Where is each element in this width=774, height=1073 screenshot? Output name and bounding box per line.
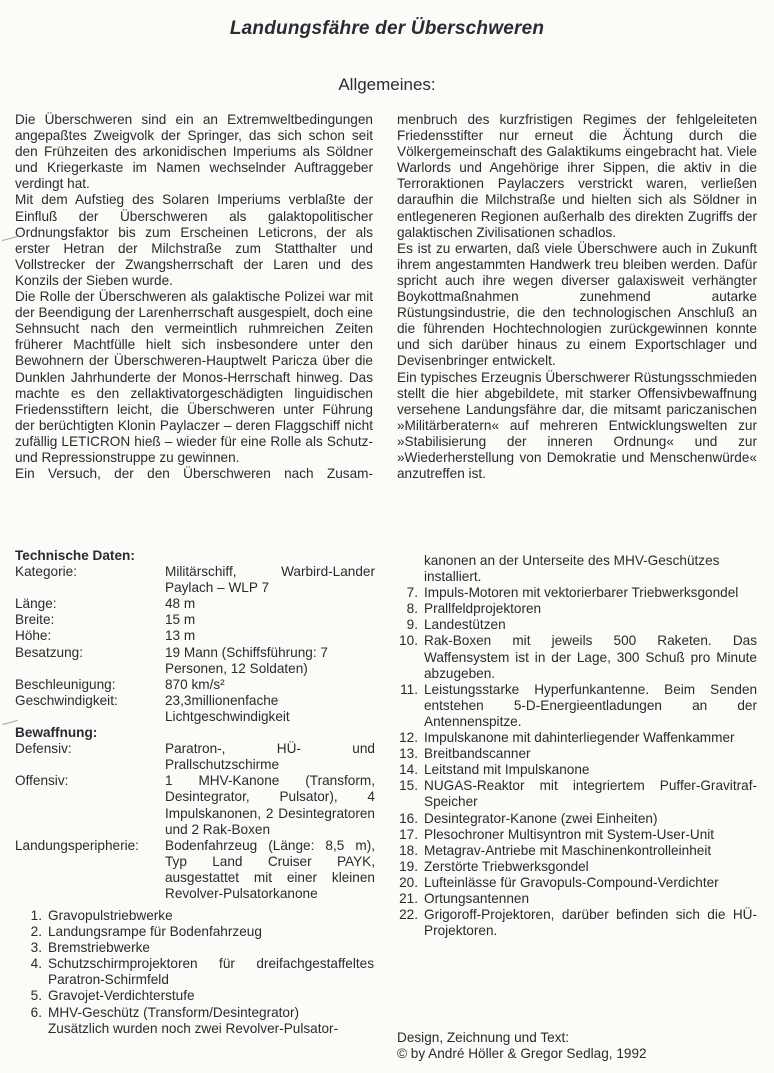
spec-row	[15, 596, 375, 612]
part-text: Grigoroff-Projektoren, darüber befinden sich die HÜ-Projektoren.	[424, 907, 757, 939]
part-number: 8.	[406, 601, 418, 617]
part-item	[392, 762, 757, 778]
part-number: 2.	[30, 924, 42, 940]
part-text: Gravojet-Verdichterstufe	[48, 988, 195, 1004]
spec-value: 13 m	[165, 628, 196, 644]
part-text: Leitstand mit Impulskanone	[424, 762, 590, 778]
part-item	[392, 859, 757, 875]
part-item	[392, 617, 757, 633]
part-item	[392, 601, 757, 617]
spec-label: Höhe:	[15, 628, 52, 644]
spec-row	[15, 628, 375, 644]
part-text: Plesochroner Multisyntron mit System-User-Unit	[424, 826, 715, 842]
part-item	[392, 827, 757, 843]
part-number: 4.	[30, 956, 42, 972]
part-number: 6.	[30, 1004, 42, 1020]
part-item	[392, 843, 757, 859]
part-number: 21.	[399, 890, 418, 906]
spec-row	[15, 564, 375, 596]
part-item	[392, 778, 757, 810]
part-text: Metagrav-Antriebe mit Maschinenkontrolleinheit	[424, 842, 712, 858]
part-item	[392, 811, 757, 827]
paragraph: Ein typisches Erzeugnis Überschwerer Rüstungsschmieden stellt die hier abgebildete, mit starker Offensivbewaffnung versehene Landungsfähre dar, die mitsamt pariczanischen »Militärberatern« auf mehreren Entwicklungswelten zur »Stabilisierung der inneren Ordnung« und zur »Wiederherstellung von Demokratie und Menschenwürde« anzutreffen ist.	[397, 369, 757, 482]
part-number: 12.	[399, 730, 418, 746]
armament-label: Defensiv:	[15, 741, 72, 757]
spec-label: Geschwindigkeit:	[15, 692, 118, 708]
credits	[397, 1030, 757, 1062]
credits-line: Design, Zeichnung und Text:	[397, 1030, 570, 1045]
part-number: 14.	[399, 762, 418, 778]
spec-value: 48 m	[165, 596, 196, 612]
part-item	[392, 746, 757, 762]
part-item	[392, 682, 757, 730]
part-6-note-start: Zusätzlich wurden noch zwei Revolver-Pulsator-	[48, 1020, 339, 1036]
armament-heading: Bewaffnung:	[15, 725, 98, 741]
part-item	[16, 956, 374, 988]
part-number: 9.	[406, 617, 418, 633]
part-text: Breitbandscanner	[424, 746, 531, 762]
spec-label: Kategorie:	[15, 564, 77, 580]
part-number: 1.	[30, 908, 42, 923]
part-number: 11.	[400, 681, 418, 697]
part-text: Bremstriebwerke	[48, 940, 150, 956]
part-number: 5.	[30, 988, 42, 1004]
part-text: Impulskanone mit dahinterliegender Waffenkammer	[424, 730, 735, 746]
part-item	[392, 585, 757, 601]
part-item	[16, 1005, 374, 1021]
part-text: Landungsrampe für Bodenfahrzeug	[48, 924, 262, 940]
spec-value: 870 km/s²	[165, 676, 225, 692]
armament-label: Offensiv:	[15, 773, 69, 789]
general-text-left-column	[15, 112, 373, 482]
part-item	[392, 730, 757, 746]
spec-value: 15 m	[165, 612, 196, 628]
paragraph: Es ist zu erwarten, daß viele Überschwere auch in Zukunft ihrem angestammten Handwerk treu bleiben werden. Dafür spricht auch ihre wegen diverser galaxisweit verhängter Boykottmaßnahmen zunehmend autarke Rüstungsindustrie, die den technologischen Anschluß an die führenden Hochtechnologien zurückgewinnen konnte und sich darüber hinaus zu einem Exportschlager und Devisenbringer entwickelt.	[397, 240, 757, 369]
part-number: 7.	[406, 585, 418, 601]
part-item	[392, 907, 757, 939]
armament-value: Paratron-, HÜ- und Prallschutzschirme	[165, 741, 375, 773]
technical-data-heading: Technische Daten:	[15, 548, 135, 563]
paragraph: Ein Versuch, der den Überschweren nach Zusam-	[15, 466, 373, 482]
paragraph: Die Überschweren sind ein an Extremweltbedingungen angepaßtes Zweigvolk der Springer, das sich schon seit den Frühzeiten des arkonidischen Imperiums als Söldner und Kriegerkaste im Namen wechselnder Auftraggeber verdingt hat.	[15, 112, 373, 192]
armament-value: Bodenfahrzeug (Länge: 8,5 m), Typ Land Cruiser PAYK, ausgestattet mit einer kleinen Revolver-Pulsatorkanone	[165, 837, 375, 901]
part-number: 19.	[399, 858, 418, 874]
paragraph: Die Rolle der Überschweren als galaktische Polizei war mit der Beendigung der Larenherrschaft ausgespielt, doch eine Sehnsucht nach den vermeintlich ruhmreichen Zeiten früherer Machtfülle hielt sich insbesondere unter den Bewohnern der Überschweren-Hauptwelt Paricza über die Dunklen Jahrhunderte der Monos-Herrschaft hinweg. Das machte es den zellaktivatorgeschädigten linguidischen Friedensstiftern leicht, die Überschweren unter Führung der berüchtigten Klonin Paylaczer – deren Flaggschiff nicht zufällig LETICRON hieß – wieder für eine Rolle als Schutz- und Repressionstruppe zu gewinnen.	[15, 289, 373, 465]
spec-row	[15, 645, 375, 677]
part-text: Impuls-Motoren mit vektorierbarer Triebwerksgondel	[424, 585, 739, 601]
parts-list-left	[16, 908, 374, 1037]
armament-label: Landungsperipherie:	[15, 837, 139, 853]
armament-row	[15, 741, 375, 773]
part-item	[16, 924, 374, 940]
part-item	[16, 940, 374, 956]
part-text: Desintegrator-Kanone (zwei Einheiten)	[424, 810, 658, 826]
part-text: Leistungsstarke Hyperfunkantenne. Beim Senden entstehen 5-D-Energieentladungen an der Antennenspitze.	[424, 681, 757, 729]
armament-row	[15, 773, 375, 837]
section-heading-general: Allgemeines:	[338, 75, 436, 94]
part-text: Lufteinlässe für Gravopuls-Compound-Verdichter	[424, 874, 719, 890]
part-text: Ortungsantennen	[424, 890, 530, 906]
part-number: 3.	[30, 940, 42, 956]
part-item	[392, 875, 757, 891]
spec-value: 19 Mann (Schiffsführung: 7 Personen, 12 Soldaten)	[165, 644, 328, 676]
part-number: 15.	[399, 778, 418, 794]
part-number: 13.	[399, 746, 418, 762]
spec-row	[15, 693, 375, 725]
part-number: 16.	[399, 810, 418, 826]
part-text: Landestützen	[424, 617, 506, 633]
armament-row	[15, 838, 375, 902]
paragraph: menbruch des kurzfristigen Regimes der fehlgeleiteten Friedensstifter nur erneut die Ächtung durch die Völkergemeinschaft des Galaktikums eingebracht hat. Viele Warlords und Angehörige ihrer Sippen, die aktiv in die Terroraktionen Paylaczers verstrickt waren, verließen daraufhin die Milchstraße und hielten sich als Söldner in entlegeneren Regionen außerhalb des direkten Zugriffs der galaktischen Zivilisationen schadlos.	[397, 112, 757, 240]
part-item	[392, 633, 757, 681]
part-number: 22.	[399, 907, 418, 923]
part-number: 20.	[399, 874, 418, 890]
part-number: 10.	[399, 633, 418, 649]
spec-label: Breite:	[15, 612, 55, 628]
part-text: Prallfeldprojektoren	[424, 601, 542, 617]
part-6-note-end: kanonen an der Unterseite des MHV-Geschützes installiert.	[424, 553, 720, 585]
spec-value: Militärschiff, Warbird-Lander Paylach – WLP 7	[165, 564, 375, 596]
spec-label: Besatzung:	[15, 644, 84, 660]
copyright-line: © by André Höller & Gregor Sedlag, 1992	[397, 1046, 647, 1062]
technical-data	[15, 548, 375, 902]
part-item	[16, 908, 374, 924]
spec-label: Beschleunigung:	[15, 676, 116, 692]
spec-row	[15, 677, 375, 693]
spec-row	[15, 612, 375, 628]
armament-value: 1 MHV-Kanone (Transform, Desintegrator, Pulsator), 4 Impulskanonen, 2 Desintegratoren und 2 Rak-Boxen	[165, 773, 375, 837]
paragraph: Mit dem Aufstieg des Solaren Imperiums verblaßte der Einfluß der Überschweren als galaktopolitischer Ordnungsfaktor bis zum Erscheinen Leticrons, der als erster Hetran der Milchstraße zum Statthalter und Vollstrecker der Zwangsherrschaft der Laren und des Konzils der Sieben wurde.	[15, 192, 373, 288]
document-title: Landungsfähre der Überschweren	[229, 18, 545, 39]
part-text: Rak-Boxen mit jeweils 500 Raketen. Das Waffensystem ist in der Lage, 300 Schuß pro Minute abzugeben.	[424, 633, 757, 681]
parts-list-right	[392, 553, 757, 939]
part-item	[392, 891, 757, 907]
spec-label: Länge:	[15, 596, 57, 612]
part-text: Gravopulstriebwerke	[48, 908, 173, 923]
part-text: NUGAS-Reaktor mit integriertem Puffer-Gravitraf-Speicher	[424, 778, 757, 810]
part-number: 17.	[399, 826, 418, 842]
part-number: 18.	[399, 842, 418, 858]
part-text: MHV-Geschütz (Transform/Desintegrator)	[48, 1004, 300, 1020]
spec-value: 23,3millionenfache Lichtgeschwindigkeit	[165, 692, 290, 724]
part-text: Zerstörte Triebwerksgondel	[424, 858, 589, 874]
part-text: Schutzschirmprojektoren für dreifachgestaffeltes Paratron-Schirmfeld	[48, 956, 374, 988]
general-text-right-column	[397, 112, 757, 482]
part-item	[16, 988, 374, 1004]
